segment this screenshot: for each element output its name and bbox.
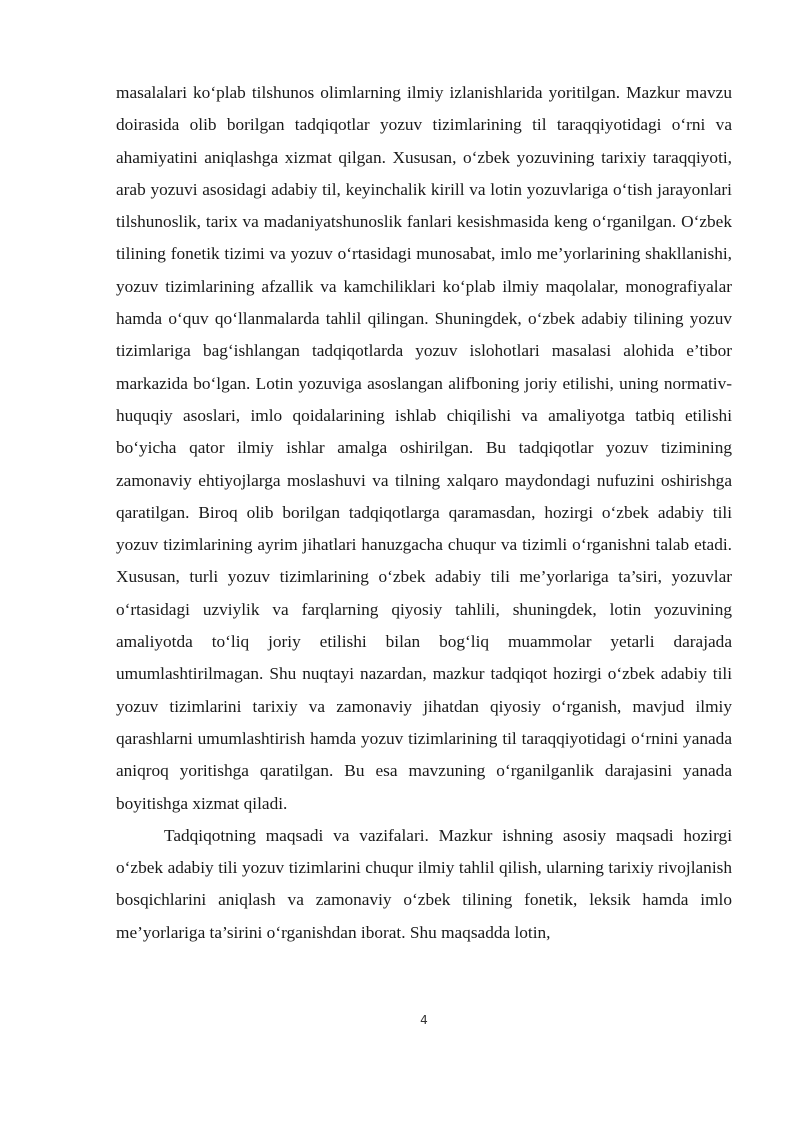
paragraph-continuation: masalalari ko‘plab tilshunos olimlarning ilmiy izlanishlarida yoritilgan. Mazkur mavzu doirasida olib borilgan tadqiqotlar yozuv tizimlarining til taraqqiyotidagi o‘rni va ahamiyatini aniqlashga xizmat qilgan. Xususan, o‘zbek yozuvining tarixiy taraqqiyoti, arab yozuvi asosidagi adabiy til, keyinchalik kirill va lotin yozuvlariga o‘tish jarayonlari tilshunoslik, tarix va madaniyatshunoslik fanlari kesishmasida keng o‘rganilgan. O‘zbek tilining fonetik tizimi va yozuv o‘rtasidagi munosabat, imlo me’yorlarining shakllanishi, yozuv tizimlarining afzallik va kamchiliklari ko‘plab ilmiy maqolalar, monografiyalar hamda o‘quv qo‘llanmalarda tahlil qilingan. Shuningdek, o‘zbek adabiy tilining yozuv tizimlariga bag‘ishlangan tadqiqotlarda yozuv islohotlari masalasi alohida e’tibor markazida bo‘lgan. Lotin yozuviga asoslangan alifboning joriy etilishi, uning normativ-huquqiy asoslari, imlo qoidalarining ishlab chiqilishi va amaliyotga tatbiq etilishi bo‘yicha qator ilmiy ishlar amalga oshirilgan. Bu tadqiqotlar yozuv tizimining zamonaviy ehtiyojlarga moslashuvi va tilning xalqaro maydondagi nufuzini oshirishga qaratilgan. Biroq olib borilgan tadqiqotlarga qaramasdan, hozirgi o‘zbek adabiy tili yozuv tizimlarining ayrim jihatlari hanuzgacha chuqur va tizimli o‘rganishni talab etadi. Xususan, turli yozuv tizimlarining o‘zbek adabiy tili me’yorlariga ta’siri, yozuvlar o‘rtasidagi uzviylik va farqlarning qiyosiy tahlili, shuningdek, lotin yozuvining amaliyotda to‘liq joriy etilishi bilan bog‘liq muammolar yetarli darajada umumlashtirilmagan. Shu nuqtayi nazardan, mazkur tadqiqot hozirgi o‘zbek adabiy tili yozuv tizimlarini tarixiy va zamonaviy jihatdan qiyosiy o‘rganish, mavjud ilmiy qarashlarni umumlashtirish hamda yozuv tizimlarining til taraqqiyotidagi o‘rnini yanada aniqroq yoritishga qaratilgan. Bu esa mavzuning o‘rganilganlik darajasini yanada boyitishga xizmat qiladi. — [116, 83, 732, 813]
paragraph-research-goals: Tadqiqotning maqsadi va vazifalari. Mazkur ishning asosiy maqsadi hozirgi o‘zbek adabiy tili yozuv tizimlarini chuqur ilmiy tahlil qilish, ularning tarixiy rivojlanish bosqichlarini aniqlash va zamonaviy o‘zbek tilining fonetik, leksik hamda imlo me’yorlariga ta’sirini o‘rganishdan iborat. Shu maqsadda lotin, — [116, 825, 732, 942]
page-number: 4 — [420, 1013, 428, 1027]
body-text — [116, 77, 732, 949]
